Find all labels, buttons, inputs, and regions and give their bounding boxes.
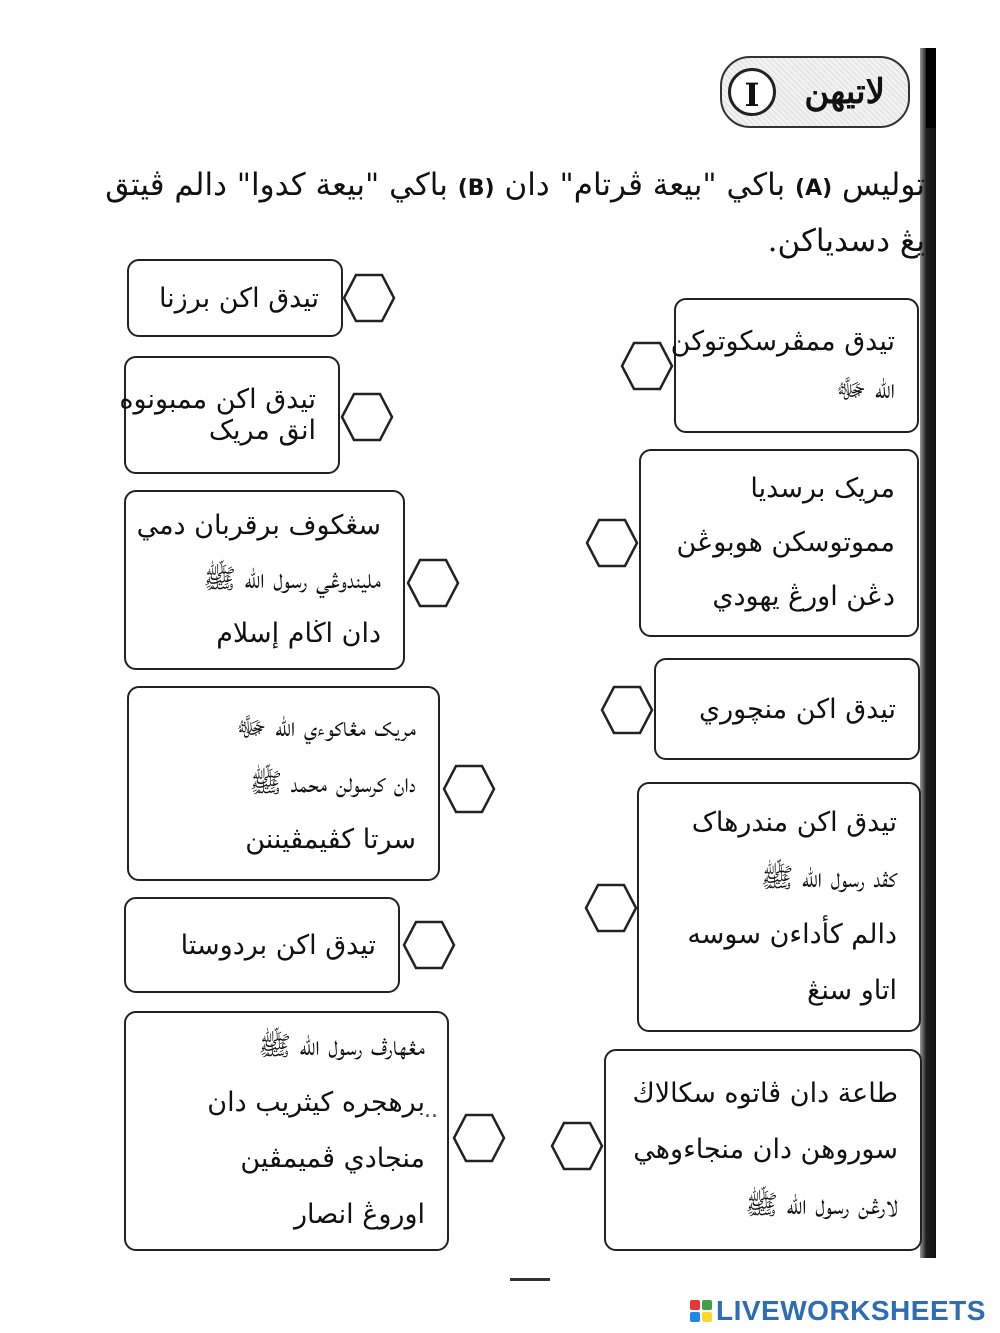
liveworksheets-logo-icon — [690, 1300, 712, 1322]
left-box-2: تيدق اكن ممبونوه انق مريک — [124, 356, 340, 474]
left-hexagon-1[interactable] — [342, 273, 396, 323]
right-box-2: مريک برسديا مموتوسكن هوبوڠن دڠن اورڠ يهودي — [639, 449, 919, 637]
left-box-5: تيدق اكن بردوستا — [124, 897, 400, 993]
page-edge-dark — [926, 48, 936, 128]
instruction-line-2: يڠ دسدياكن. — [767, 223, 925, 259]
bottom-mark — [510, 1278, 550, 1281]
right-box-4: تيدق اكن مندرهاک كڤد رسول الله ﷺ دالم كأداءن سوسه اتاو سنڠ — [637, 782, 921, 1032]
right-box-3: تيدق اكن منچوري — [654, 658, 920, 760]
right-hexagon-5[interactable] — [550, 1121, 604, 1171]
right-box-5: طاعة دان ڤاتوه سکالاڬ سوروهن دان منجاءوهي لارڠن رسول الله ﷺ — [604, 1049, 922, 1251]
left-box-4: مريک مڠاکوءي الله ﷻ دان كرسولن محمد ﷺ سرتا کڤيمڤيننن — [127, 686, 440, 881]
dots-mark: .. — [424, 1098, 438, 1123]
left-box-3: سڠکوف برقربان دمي مليندوڠي رسول الله ﷺ دان اڬام إسلام — [124, 490, 405, 670]
instruction-line-1: توليس (A) باكي "بيعة ڤرتام" دان (B) باكي "بيعة كدوا" دالم ڤيتق — [105, 167, 925, 203]
left-box-6: مڠهارڤ رسول الله ﷺ برهجره کيثريب دان منجادي ڤميمڤين اوروڠ انصار — [124, 1011, 449, 1251]
left-hexagon-2[interactable] — [340, 392, 394, 442]
tag-a: (A) — [795, 176, 833, 201]
right-hexagon-4[interactable] — [584, 883, 638, 933]
left-hexagon-4[interactable] — [442, 764, 496, 814]
right-box-1: تيدق ممڤرسكوتوكن الله ﷻ — [674, 298, 919, 433]
left-hexagon-5[interactable] — [402, 920, 456, 970]
left-hexagon-6[interactable] — [452, 1113, 506, 1163]
exercise-number: I — [728, 68, 776, 116]
left-box-1: تيدق اكن برزنا — [127, 259, 343, 337]
liveworksheets-branding — [690, 1294, 995, 1328]
tag-b: (B) — [457, 176, 495, 201]
left-hexagon-3[interactable] — [406, 558, 460, 608]
right-hexagon-1[interactable] — [620, 341, 674, 391]
right-hexagon-3[interactable] — [600, 685, 654, 735]
page-title: لاتيهن — [804, 72, 885, 112]
right-hexagon-2[interactable] — [585, 518, 639, 568]
liveworksheets-wordmark: LIVEWORKSHEETS — [716, 1295, 986, 1326]
